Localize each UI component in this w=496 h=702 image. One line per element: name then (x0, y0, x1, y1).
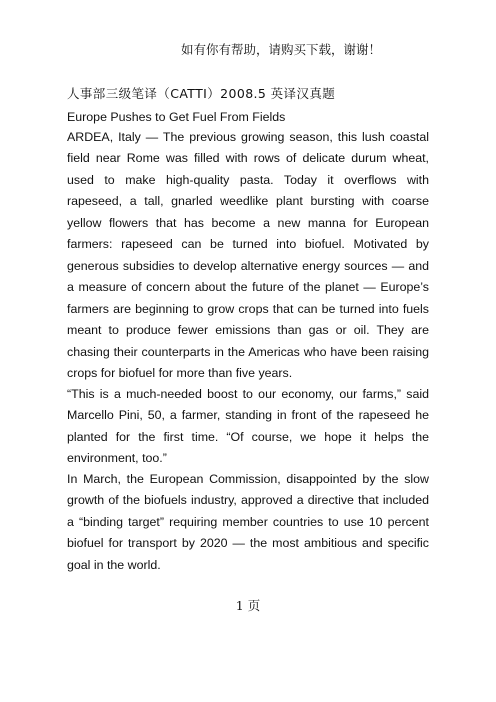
document-title: 人事部三级笔译（CATTI）2008.5 英译汉真题 (67, 86, 336, 101)
article-title: Europe Pushes to Get Fuel From Fields (67, 110, 286, 124)
article-paragraph: In March, the European Commission, disappointed by the slow growth of the biofuels industry, approved a directive that included a “binding target” requiring member countries to use 10 percent biofuel for transport by 2020 — the most ambitious and specific goal in the world. (67, 472, 429, 572)
article-paragraph: “This is a much-needed boost to our economy, our farms,” said Marcello Pini, 50, a farmer, standing in front of the rapeseed he planted for the first time. “Of course, we hope it helps the environment, too.” (67, 387, 429, 466)
article-paragraph: ARDEA, Italy — The previous growing season, this lush coastal field near Rome was filled with rows of delicate durum wheat, used to make high-quality pasta. Today it overflows with rapeseed, a tall, gnarled weedlike plant bursting with coarse yellow flowers that has become a new manna for European farmers: rapeseed can be turned into biofuel. Motivated by generous subsidies to develop alternative energy sources — and a measure of concern about the future of the planet — Europe’s farmers are beginning to grow crops that can be turned into fuels meant to produce fewer emissions than gas or oil. They are chasing their counterparts in the Americas who have been raising crops for biofuel for more than five years. (67, 130, 429, 380)
header-note: 如有你有帮助，请购买下载，谢谢！ (180, 42, 381, 57)
page-number: 1 页 (235, 598, 261, 613)
